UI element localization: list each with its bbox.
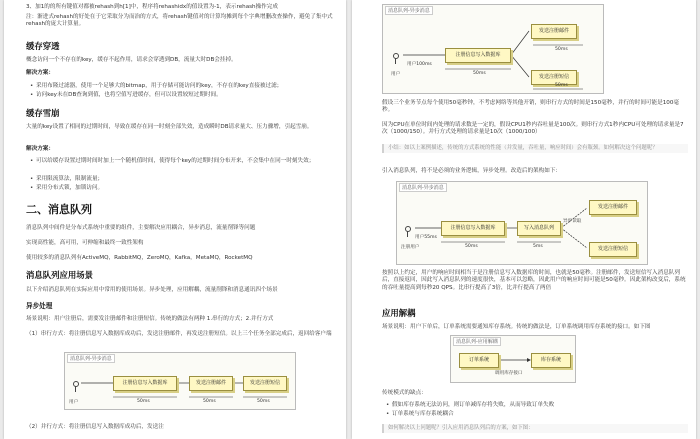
- label-time-mq: 5ms: [533, 244, 543, 249]
- diagram-decoupling: [450, 335, 576, 383]
- text-parallel: （2）并行方式：将注册信息写入数据库成功后，发送注: [26, 424, 164, 430]
- text-rehash-note: 注：渐进式rehash的好处在于它采取分为而治的方式，将rehash键值对的计算均摊到每个字典增删改查操作，避免了集中式rehash的庞大计算量。: [26, 14, 333, 28]
- label-user-1: 用户: [391, 72, 401, 77]
- box-send-mail-2: 发送注册邮件: [589, 200, 637, 215]
- heading-decoupling: 应用解耦: [382, 308, 416, 318]
- bullet-coupling: • 订单系统与库存系统耦合: [392, 411, 454, 418]
- diagram-serial: [64, 352, 296, 410]
- text-mq-arch: 实现高性能，高可用，可伸缩和最终一致性架构: [26, 240, 144, 246]
- heading-mq-scenarios: 消息队列应用场景: [26, 270, 93, 280]
- bullet-bloom-filter: • 采用布隆过滤器，使用一个足够大的bitmap，用于存储可能访问的key，不存在的key直接被过滤；: [36, 83, 282, 90]
- quote-how-to-solve: 如何解决以上问题呢？引入应用消息队列后的方案，如下图：: [382, 424, 688, 433]
- box-stock-system: 库存系统: [531, 353, 571, 368]
- label-user: 用户: [69, 400, 79, 405]
- heading-message-queue: 二、消息队列: [26, 203, 92, 216]
- heading-cache-penetration: 缓存穿透: [26, 41, 60, 51]
- left-page: [4, 0, 346, 439]
- diagram-parallel: [382, 4, 604, 94]
- label-time-mail-1: 50ms: [555, 47, 568, 52]
- text-decoupling-scenario: 场景说明：用户下单后，订单系统需要通知库存系统。传统的做法是，订单系统调用库存系统的接口。如下图: [382, 324, 651, 330]
- label-time-db-1: 50ms: [473, 71, 486, 76]
- label-time-sms-1: 50ms: [555, 83, 568, 88]
- right-page: [352, 0, 696, 439]
- text-mq-result: 按照以上约定，用户的响应时间相当于是注册信息写入数据库的时间，也就是50毫秒。注册邮件，发送短信写入消息队列后，直接返回，因此写入消息队列的速度很快，基本可以忽略，因此用户的响应时间可能是50毫秒。因此架构改变后，系统的吞吐量提高到每秒20 QPS。比串行提高了3倍，比并行提高了两倍: [382, 270, 686, 291]
- text-throughput: 因为CPU在单位时间内处理的请求数是一定的，假设CPU1秒内吞吐量是100次。则串行方式1秒内CPU可处理的请求量是7次（1000/150）。并行方式处理的请求量是10次（1000/100）: [382, 122, 684, 136]
- text-serial: （1）串行方式：将注册信息写入数据库成功后，发送注册邮件，再发送注册短信。以上三个任务全部完成后，返回给客户端: [26, 331, 332, 337]
- label-user-2: 注册用户: [401, 245, 420, 250]
- text-introduce-mq: 引入消息队列，将不是必须的业务逻辑，异步处理。改造后的架构如下：: [382, 168, 562, 174]
- user-icon-2: [403, 226, 411, 240]
- label-solution: 解决方案：: [26, 70, 54, 76]
- bullet-null-cache: • 访问key未在DB查询到值，也将空值写进缓存，但可以设置较短过期时间。: [36, 92, 222, 99]
- text-avalanche-concept: 大量的key设置了相同的过期时间，导致在缓存在同一时刻全部失效，造成瞬时DB请求量大、压力骤增，引起雪崩。: [26, 124, 313, 130]
- heading-async: 异步处理: [26, 302, 53, 310]
- box-send-mail-1: 发送注册邮件: [531, 24, 577, 39]
- text-rehash-step3: 3、加1的的所有键值对都被rehash到h[1]中，程序将rehashidx的值设置为-1，表示rehash操作完成: [26, 4, 278, 10]
- bullet-random-expire: • 可以给缓存设置过期时间时加上一个随机值时间，使得每个key的过期时间分布开来，不会集中在同一时刻失效；: [36, 158, 332, 165]
- text-mq-intro: 消息队列中间件是分布式系统中重要的组件，主要解决应用耦合，异步消息，流量削锋等问题: [26, 225, 256, 231]
- label-call-stock-api: 调用库存接口: [495, 371, 523, 376]
- box-order-system: 订单系统: [459, 353, 499, 368]
- bullet-rate-limit: • 采用限流算法，限制流量；: [36, 176, 103, 183]
- label-time-db-2: 50ms: [465, 244, 478, 249]
- user-icon-1: [391, 53, 399, 67]
- label-user-time-1: 用户100ms: [407, 62, 432, 67]
- box-send-mail: 发送注册邮件: [189, 376, 233, 391]
- box-write-db-1: 注册信息写入数据库: [445, 48, 511, 63]
- label-async-read: 异步读取: [563, 219, 582, 224]
- text-mq-products: 使用较多的消息队列有ActiveMQ，RabbitMQ，ZeroMQ，Kafka，MetaMQ，RocketMQ: [26, 255, 253, 261]
- box-send-sms-2: 发送注册短信: [589, 242, 637, 257]
- heading-cache-avalanche: 缓存雪崩: [26, 108, 60, 118]
- user-icon: [71, 381, 79, 395]
- bullet-stock-unavailable: • 假如库存系统无法访问，则订单减库存将失败，从而导致订单失败: [392, 402, 554, 409]
- quote-summary: 小结：如以上案例描述，传统的方式系统的性能（并发量，吞吐量，响应时间）会有瓶颈。如何解决这个问题呢？: [382, 144, 688, 153]
- label-user-time-2: 用户55ms: [415, 235, 437, 240]
- diagram-mq: [396, 181, 648, 265]
- diagram-title-2: 消息队列-异步消息: [399, 183, 447, 192]
- diagram-title-3: 消息队列-应用解耦: [453, 337, 501, 346]
- label-time-sms: 50ms: [257, 399, 270, 404]
- box-write-db-2: 注册信息写入数据库: [441, 221, 505, 236]
- label-time-db: 50ms: [137, 399, 150, 404]
- diagram-title: 消息队列-异步消息: [67, 354, 115, 363]
- box-send-sms-1: 发送注册短信: [531, 70, 577, 85]
- label-solution-2: 解决方案：: [26, 146, 54, 152]
- text-async-scenario: 场景说明：用户注册后，需要发注册邮件和注册短信。传统的做法有两种 1.串行的方式；2.并行方式: [26, 316, 274, 322]
- text-scenarios: 以下介绍消息队列在实际应用中常用的使用场景。异步处理，应用解耦，流量削锋和消息通讯四个场景: [26, 287, 278, 293]
- box-write-db: 注册信息写入数据库: [113, 376, 177, 391]
- box-send-sms: 发送注册短信: [243, 376, 287, 391]
- text-drawbacks: 传统模式的缺点：: [382, 390, 427, 396]
- text-timing: 假设三个业务节点每个使用50毫秒钟，不考虑网络等其他开销，则串行方式的时间是150毫秒，并行的时间可能是100毫秒。: [382, 100, 679, 114]
- box-write-mq: 写入消息队列: [517, 221, 561, 236]
- label-time-mail: 50ms: [203, 399, 216, 404]
- diagram-title-1: 消息队列-异步消息: [385, 6, 433, 15]
- bullet-distributed-lock: • 采用分布式锁，加锁访问。: [36, 185, 103, 192]
- text-penetration-concept: 概念访问一个不存在的key，缓存不起作用，请求会穿透到DB，流量大时DB会挂掉。: [26, 57, 237, 63]
